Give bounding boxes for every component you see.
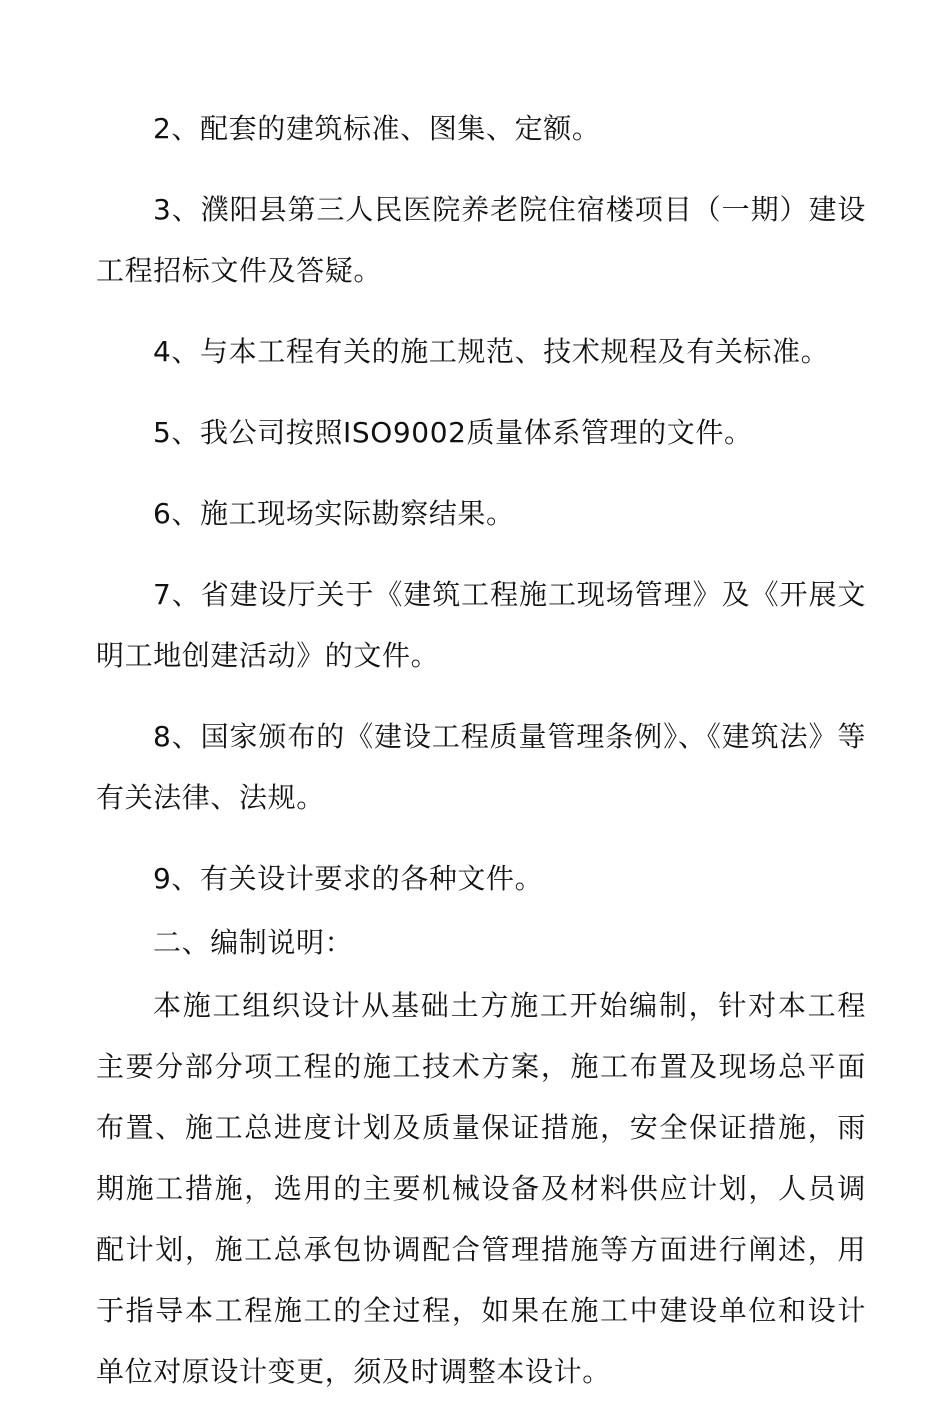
document-body — [96, 98, 866, 1422]
basis-item-7: 7、省建设厅关于《建筑工程施工现场管理》及《开展文明工地创建活动》的文件。 — [96, 578, 866, 672]
basis-item-6: 6、施工现场实际勘察结果。 — [153, 497, 515, 530]
basis-item-4: 4、与本工程有关的施工规范、技术规程及有关标准。 — [153, 335, 830, 368]
section-heading-compilation-notes: 二、编制说明： — [153, 926, 354, 959]
compilation-notes-paragraph: 本施工组织设计从基础土方施工开始编制，针对本工程主要分部分项工程的施工技术方案，施工布置及现场总平面布置、施工总进度计划及质量保证措施，安全保证措施，雨期施工措施，选用的主要机械设备及材料供应计划，人员调配计划，施工总承包协调配合管理措施等方面进行阐述，用于指导本工程施工的全过程，如果在施工中建设单位和设计单位对原设计变更，须及时调整本设计。 — [96, 989, 866, 1388]
basis-item-5: 5、我公司按照ISO9002质量体系管理的文件。 — [153, 416, 753, 449]
basis-item-2: 2、配套的建筑标准、图集、定额。 — [153, 112, 601, 145]
basis-item-9: 9、有关设计要求的各种文件。 — [153, 862, 544, 895]
basis-item-8: 8、国家颁布的《建设工程质量管理条例》、《建筑法》等有关法律、法规。 — [96, 720, 866, 814]
basis-item-3: 3、濮阳县第三人民医院养老院住宿楼项目（一期）建设工程招标文件及答疑。 — [96, 193, 866, 287]
